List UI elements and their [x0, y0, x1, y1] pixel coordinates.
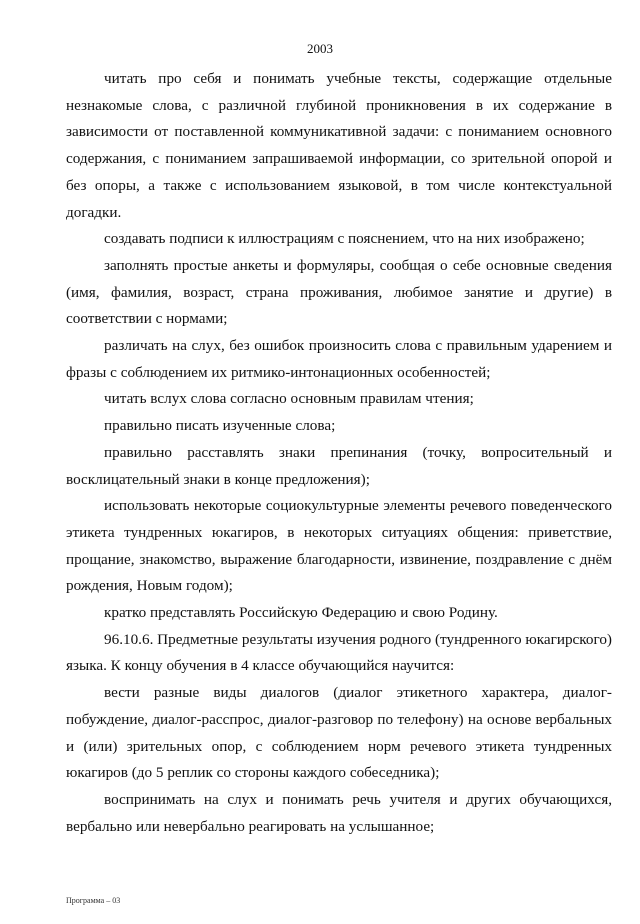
paragraph-listening: воспринимать на слух и понимать речь учителя и других обучающихся, вербально или невербально реагировать на услышанное; — [66, 790, 612, 835]
paragraph-punctuation: правильно расставлять знаки препинания (точку, вопросительный и восклицательный знаки в конце предложения); — [66, 443, 612, 488]
document-body — [66, 66, 612, 840]
paragraph-pronunciation: различать на слух, без ошибок произносить слова с правильным ударением и фразы с соблюдением их ритмико-интонационных особенностей; — [66, 337, 612, 381]
paragraph-reading-silently: читать про себя и понимать учебные тексты, содержащие отдельные незнакомые слова, с различной глубиной проникновения в их содержание в зависимости от поставленной коммуникативной задачи: с пониманием основного содержания, с пониманием запрашиваемой информации, со зрительной опорой и без опоры, а также с использованием языковой, в том числе контекстуальной догадки. — [66, 70, 612, 221]
paragraph-russia: кратко представлять Российскую Федерацию и свою Родину. — [104, 604, 498, 622]
paragraph-captions: создавать подписи к иллюстрациям с пояснением, что на них изображено; — [104, 230, 585, 248]
paragraph-sociocultural: использовать некоторые социокультурные элементы речевого поведенческого этикета тундренных юкагиров, в некоторых ситуациях общения: приветствие, прощание, знакомство, выражение благодарности, извинение, поздравление с днём рождения, Новым годом); — [66, 497, 612, 595]
paragraph-reading-aloud: читать вслух слова согласно основным правилам чтения; — [104, 390, 474, 408]
paragraph-dialogues: вести разные виды диалогов (диалог этикетного характера, диалог-побуждение, диалог-расспрос, диалог-разговор по телефону) на основе вербальных и (или) зрительных опор, с соблюдением норм речевого этикета тундренных юкагиров (до 5 реплик со стороны каждого собеседника); — [66, 684, 612, 782]
page-number: 2003 — [307, 41, 333, 56]
paragraph-section-heading: 96.10.6. Предметные результаты изучения родного (тундренного юкагирского) языка. К концу обучения в 4 классе обучающийся научится: — [66, 630, 612, 675]
page-footer: Программа – 03 — [66, 896, 121, 905]
paragraph-spelling: правильно писать изученные слова; — [104, 417, 336, 435]
paragraph-forms: заполнять простые анкеты и формуляры, сообщая о себе основные сведения (имя, фамилия, возраст, страна проживания, любимое занятие и другие) в соответствии с нормами; — [66, 256, 612, 328]
